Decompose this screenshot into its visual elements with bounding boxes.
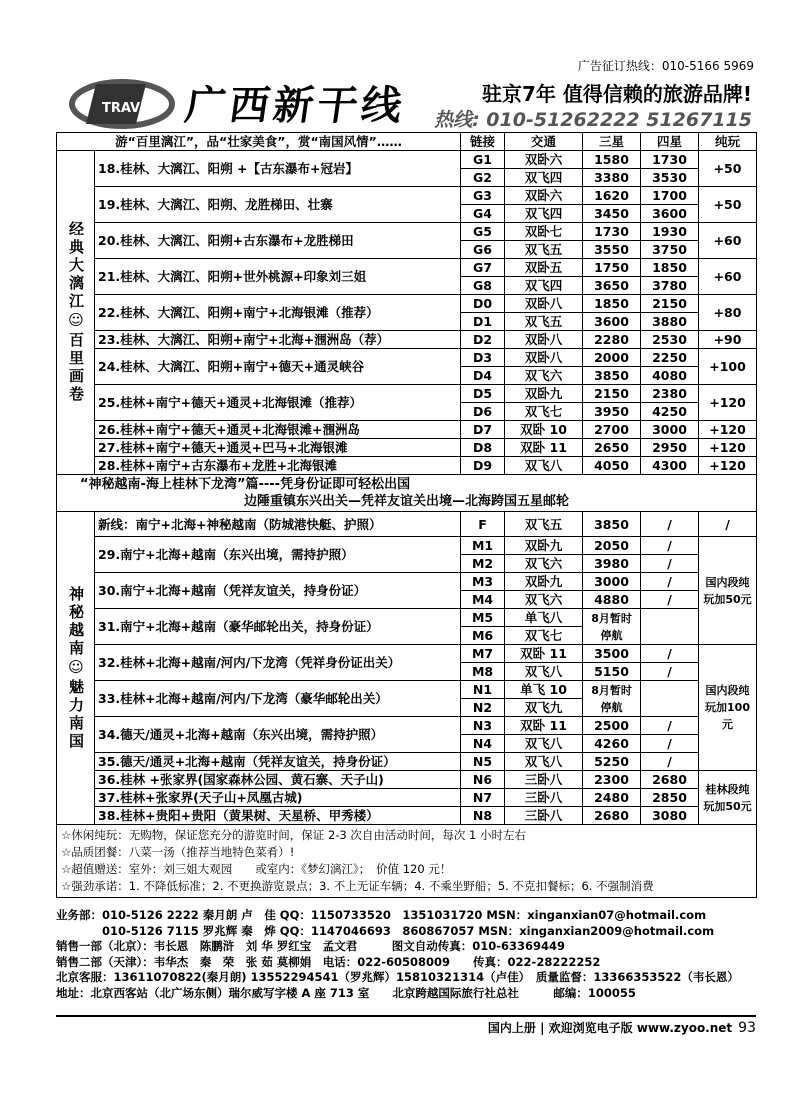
cell: N8 bbox=[461, 807, 505, 825]
route-name: 19.桂林、大漓江、阳朔、龙胜梯田、壮寨 bbox=[95, 187, 461, 223]
price-4star: 2150 bbox=[641, 295, 699, 313]
table-row bbox=[57, 771, 757, 789]
pure-play-extra: +120 bbox=[699, 385, 757, 421]
price-4star: 2250 bbox=[641, 349, 699, 367]
price-4star: 1850 bbox=[641, 259, 699, 277]
price-3star: 3000 bbox=[583, 573, 641, 591]
ad-hotline: 广告征订热线：010-5166 5969 bbox=[577, 59, 754, 73]
logo-text: TRAVEL bbox=[102, 101, 158, 116]
banner-row bbox=[57, 475, 757, 512]
price-4star: / bbox=[641, 573, 699, 591]
price-4star bbox=[641, 609, 699, 645]
price-3star: 3600 bbox=[583, 313, 641, 331]
route-code: M1 bbox=[461, 537, 505, 555]
cell: 三卧八 bbox=[505, 789, 583, 807]
price-4star: 3000 bbox=[641, 421, 699, 439]
price-3star: 4260 bbox=[583, 735, 641, 753]
route-name: 27.桂林+南宁+德天+通灵+巴马+北海银滩 bbox=[95, 439, 461, 457]
contact-line: 010-5126 7115 罗兆辉 秦 烨 QQ：1147046693 860867057 MSN：xinganxian2009@hotmail.com bbox=[56, 923, 715, 938]
price-4star: 3600 bbox=[641, 205, 699, 223]
note-line: ☆强劲承诺：1. 不降低标准；2. 不更换游览景点；3. 不上无证车辆；4. 不乘坐野船；5. 不克扣餐标；6. 不强制消费 bbox=[61, 879, 654, 893]
price-4star: / bbox=[641, 645, 699, 663]
page-footer bbox=[56, 1015, 756, 1036]
transport: 双飞八 bbox=[505, 735, 583, 753]
transport: 双卧 11 bbox=[505, 717, 583, 735]
cell: 三卧八 bbox=[505, 807, 583, 825]
cell: / bbox=[699, 512, 757, 537]
table-row bbox=[57, 439, 757, 457]
column-header: 纯玩 bbox=[699, 133, 757, 151]
cell: F bbox=[461, 512, 505, 537]
table-row bbox=[57, 717, 757, 735]
transport: 双卧 11 bbox=[505, 645, 583, 663]
price-4star: / bbox=[641, 537, 699, 555]
price-4star: / bbox=[641, 753, 699, 771]
brand-logo bbox=[66, 74, 178, 130]
transport: 双卧 10 bbox=[505, 421, 583, 439]
route-code: M3 bbox=[461, 573, 505, 591]
transport: 双飞四 bbox=[505, 169, 583, 187]
intro-text: 游“百里漓江”，品“壮家美食”，赏“南国风情”…… bbox=[57, 133, 461, 151]
cell: 3850 bbox=[583, 512, 641, 537]
section-label: 神秘越南☺魅力南国 bbox=[57, 512, 95, 825]
notes-row bbox=[57, 825, 757, 898]
cell: 2300 bbox=[583, 771, 641, 789]
brand-hotline: 热线: 010-51262222 51267115 bbox=[434, 109, 752, 131]
suspend-note: 8月暂时停航 bbox=[583, 681, 641, 717]
column-header: 三星 bbox=[583, 133, 641, 151]
price-4star: 4300 bbox=[641, 457, 699, 475]
price-3star: 1850 bbox=[583, 295, 641, 313]
transport: 双飞八 bbox=[505, 457, 583, 475]
transport: 双飞九 bbox=[505, 699, 583, 717]
table-row bbox=[57, 223, 757, 241]
price-4star: / bbox=[641, 663, 699, 681]
pure-play-extra: +80 bbox=[699, 295, 757, 331]
table-row bbox=[57, 259, 757, 277]
price-3star: 1580 bbox=[583, 151, 641, 169]
table-row bbox=[57, 807, 757, 825]
route-code: G6 bbox=[461, 241, 505, 259]
price-4star: 3880 bbox=[641, 313, 699, 331]
route-name: 24.桂林、大漓江、阳朔+南宁+德天+通灵峡谷 bbox=[95, 349, 461, 385]
transport: 双卧八 bbox=[505, 349, 583, 367]
price-3star: 5250 bbox=[583, 753, 641, 771]
transport: 单飞 10 bbox=[505, 681, 583, 699]
route-code: M4 bbox=[461, 591, 505, 609]
route-code: D4 bbox=[461, 367, 505, 385]
route-code: M6 bbox=[461, 627, 505, 645]
transport: 双飞六 bbox=[505, 367, 583, 385]
price-3star: 4050 bbox=[583, 457, 641, 475]
table-row bbox=[57, 331, 757, 349]
table-row bbox=[57, 609, 757, 627]
cell: / bbox=[641, 512, 699, 537]
table-row bbox=[57, 385, 757, 403]
header bbox=[58, 72, 752, 130]
pure-play-extra: +120 bbox=[699, 421, 757, 439]
transport: 双卧九 bbox=[505, 537, 583, 555]
route-name: 30.南宁+北海+越南（凭祥友谊关，持身份证） bbox=[95, 573, 461, 609]
contact-info bbox=[56, 908, 756, 1001]
route-name: 37.桂林+张家界(天子山+凤凰古城) bbox=[95, 789, 461, 807]
contact-line: 销售一部（北京）：韦长恩 陈鹏浒 刘 华 罗红宝 孟文君 图文自动传真：010-63369449 bbox=[56, 939, 566, 953]
price-3star: 3450 bbox=[583, 205, 641, 223]
table-row bbox=[57, 457, 757, 475]
route-code: G5 bbox=[461, 223, 505, 241]
pure-play-extra: +120 bbox=[699, 457, 757, 475]
pure-play-extra: +50 bbox=[699, 187, 757, 223]
vietnam-banner bbox=[57, 475, 757, 512]
table-row bbox=[57, 151, 757, 169]
table-row bbox=[57, 295, 757, 313]
route-code: N1 bbox=[461, 681, 505, 699]
route-code: M8 bbox=[461, 663, 505, 681]
transport: 单飞八 bbox=[505, 609, 583, 627]
table-row bbox=[57, 512, 757, 537]
table-row bbox=[57, 187, 757, 205]
price-4star: 1730 bbox=[641, 151, 699, 169]
price-3star: 4880 bbox=[583, 591, 641, 609]
route-code: D1 bbox=[461, 313, 505, 331]
route-code: G4 bbox=[461, 205, 505, 223]
transport: 双飞六 bbox=[505, 591, 583, 609]
route-code: G8 bbox=[461, 277, 505, 295]
guilin-note: 桂林段纯玩加50元 bbox=[699, 771, 757, 825]
table-row bbox=[57, 789, 757, 807]
price-4star: 2530 bbox=[641, 331, 699, 349]
route-name: 20.桂林、大漓江、阳朔+古东瀑布+龙胜梯田 bbox=[95, 223, 461, 259]
transport: 双飞五 bbox=[505, 313, 583, 331]
route-code: D2 bbox=[461, 331, 505, 349]
route-code: D9 bbox=[461, 457, 505, 475]
notes bbox=[57, 825, 757, 898]
table-row bbox=[57, 349, 757, 367]
route-name: 23.桂林、大漓江、阳朔+南宁+北海+涠洲岛（荐） bbox=[95, 331, 461, 349]
price-3star: 2280 bbox=[583, 331, 641, 349]
table-row bbox=[57, 573, 757, 591]
price-4star: / bbox=[641, 555, 699, 573]
price-3star: 2150 bbox=[583, 385, 641, 403]
price-3star: 2700 bbox=[583, 421, 641, 439]
route-name: 35.德天/通灵+北海+越南（凭祥友谊关，持身份证） bbox=[95, 753, 461, 771]
route-name: 22.桂林、大漓江、阳朔+南宁+北海银滩（推荐） bbox=[95, 295, 461, 331]
route-name: 36.桂林 +张家界(国家森林公园、黄石寨、天子山) bbox=[95, 771, 461, 789]
route-name: 34.德天/通灵+北海+越南（东兴出境，需持护照） bbox=[95, 717, 461, 753]
price-4star: 4080 bbox=[641, 367, 699, 385]
route-code: N4 bbox=[461, 735, 505, 753]
price-3star: 2000 bbox=[583, 349, 641, 367]
cell: N6 bbox=[461, 771, 505, 789]
price-3star: 3550 bbox=[583, 241, 641, 259]
cell: 2680 bbox=[641, 771, 699, 789]
transport: 双飞八 bbox=[505, 753, 583, 771]
price-4star: 3750 bbox=[641, 241, 699, 259]
route-name: 26.桂林+南宁+德天+通灵+北海银滩+涠洲岛 bbox=[95, 421, 461, 439]
cell: N7 bbox=[461, 789, 505, 807]
price-3star: 2050 bbox=[583, 537, 641, 555]
price-4star bbox=[641, 681, 699, 717]
cell: 2850 bbox=[641, 789, 699, 807]
banner-line: 边陲重镇东兴出关—凭祥友谊关出境—北海跨国五星邮轮 bbox=[244, 494, 570, 509]
route-code: N5 bbox=[461, 753, 505, 771]
price-3star: 3980 bbox=[583, 555, 641, 573]
route-code: D3 bbox=[461, 349, 505, 367]
transport: 双飞七 bbox=[505, 403, 583, 421]
transport: 双卧六 bbox=[505, 187, 583, 205]
table-row bbox=[57, 537, 757, 555]
route-code: D7 bbox=[461, 421, 505, 439]
table-row bbox=[57, 753, 757, 771]
price-4star: 2950 bbox=[641, 439, 699, 457]
transport: 双卧九 bbox=[505, 573, 583, 591]
route-name: 29.南宁+北海+越南（东兴出境，需持护照） bbox=[95, 537, 461, 573]
contact-line: 销售二部（天津）：韦华杰 秦 荣 张 茹 莫柳娟 电话：022-60508009 传真：022-28222252 bbox=[56, 954, 601, 969]
price-4star: 4250 bbox=[641, 403, 699, 421]
cell: 三卧八 bbox=[505, 771, 583, 789]
transport: 双飞七 bbox=[505, 627, 583, 645]
price-3star: 3380 bbox=[583, 169, 641, 187]
price-4star: / bbox=[641, 735, 699, 753]
note-line: ☆超值赠送：室外：刘三姐大观园 或室内：《梦幻漓江》； 价值 120 元！ bbox=[61, 862, 452, 876]
transport: 双飞八 bbox=[505, 663, 583, 681]
contact-line: 业务部：010-5126 2222 秦月朗 卢 佳 QQ：1150733520 1351031720 MSN：xinganxian07@hotmail.com bbox=[56, 908, 707, 922]
transport: 双飞四 bbox=[505, 205, 583, 223]
pure-play-extra: +50 bbox=[699, 151, 757, 187]
route-code: D5 bbox=[461, 385, 505, 403]
price-4star: 1930 bbox=[641, 223, 699, 241]
transport: 双飞四 bbox=[505, 277, 583, 295]
price-table bbox=[56, 132, 757, 898]
price-3star: 2650 bbox=[583, 439, 641, 457]
price-3star: 1730 bbox=[583, 223, 641, 241]
domestic-note: 国内段纯玩加50元 bbox=[699, 537, 757, 645]
cell: 2680 bbox=[583, 807, 641, 825]
route-code: G1 bbox=[461, 151, 505, 169]
route-name: 21.桂林、大漓江、阳朔+世外桃源+印象刘三姐 bbox=[95, 259, 461, 295]
cell: 2480 bbox=[583, 789, 641, 807]
note-line: ☆休闲纯玩：无购物，保证您充分的游览时间，保证 2-3 次自由活动时间，每次 1 小时左右 bbox=[61, 828, 527, 842]
route-name: 18.桂林、大漓江、阳朔 +【古东瀑布+冠岩】 bbox=[95, 151, 461, 187]
banner-line: “神秘越南-海上桂林下龙湾”篇----凭身份证即可轻松出国 bbox=[80, 477, 411, 492]
route-code: D8 bbox=[461, 439, 505, 457]
route-code: M5 bbox=[461, 609, 505, 627]
transport: 双卧七 bbox=[505, 223, 583, 241]
column-header: 交通 bbox=[505, 133, 583, 151]
route-name: 32.桂林+北海+越南/河内/下龙湾（凭祥身份证出关） bbox=[95, 645, 461, 681]
footer-text: 国内上册 | 欢迎浏览电子版 www.zyoo.net bbox=[487, 1021, 733, 1035]
brand-name: 广西新干线 bbox=[182, 82, 409, 129]
pure-play-extra: +60 bbox=[699, 223, 757, 259]
price-4star: / bbox=[641, 591, 699, 609]
table-row bbox=[57, 421, 757, 439]
transport: 双卧 11 bbox=[505, 439, 583, 457]
section-label: 经典大漓江☺百里画卷 bbox=[57, 151, 95, 475]
price-3star: 2500 bbox=[583, 717, 641, 735]
cell: 3080 bbox=[641, 807, 699, 825]
route-code: D6 bbox=[461, 403, 505, 421]
route-code: G2 bbox=[461, 169, 505, 187]
transport: 双卧八 bbox=[505, 295, 583, 313]
route-name: 新线：南宁+北海+神秘越南（防城港快艇、护照） bbox=[95, 512, 461, 537]
transport: 双卧九 bbox=[505, 385, 583, 403]
price-3star: 3650 bbox=[583, 277, 641, 295]
pure-play-extra: +90 bbox=[699, 331, 757, 349]
price-3star: 3500 bbox=[583, 645, 641, 663]
route-name: 33.桂林+北海+越南/河内/下龙湾（豪华邮轮出关） bbox=[95, 681, 461, 717]
pure-play-extra: +60 bbox=[699, 259, 757, 295]
table-row bbox=[57, 645, 757, 663]
route-code: N2 bbox=[461, 699, 505, 717]
table-row bbox=[57, 681, 757, 699]
route-code: N3 bbox=[461, 717, 505, 735]
suspend-note: 8月暂时停航 bbox=[583, 609, 641, 645]
page-number: 93 bbox=[738, 1020, 756, 1036]
route-name: 38.桂林+贵阳+贵阳（黄果树、天星桥、甲秀楼） bbox=[95, 807, 461, 825]
transport: 双卧六 bbox=[505, 151, 583, 169]
transport: 双卧八 bbox=[505, 331, 583, 349]
price-3star: 3850 bbox=[583, 367, 641, 385]
route-name: 31.南宁+北海+越南（豪华邮轮出关，持身份证） bbox=[95, 609, 461, 645]
price-4star: 2380 bbox=[641, 385, 699, 403]
transport: 双卧五 bbox=[505, 259, 583, 277]
route-code: M2 bbox=[461, 555, 505, 573]
price-3star: 1620 bbox=[583, 187, 641, 205]
route-code: M7 bbox=[461, 645, 505, 663]
route-code: G7 bbox=[461, 259, 505, 277]
price-3star: 3950 bbox=[583, 403, 641, 421]
contact-line: 地址：北京西客站（北广场东侧）瑞尔威写字楼 A 座 713 室 北京跨越国际旅行社总社 邮编：100055 bbox=[56, 985, 636, 1000]
pure-play-extra: +120 bbox=[699, 439, 757, 457]
price-3star: 1750 bbox=[583, 259, 641, 277]
header-row bbox=[57, 133, 757, 151]
transport: 双飞六 bbox=[505, 555, 583, 573]
route-name: 28.桂林+南宁+古东瀑布+龙胜+北海银滩 bbox=[95, 457, 461, 475]
pure-play-extra: +100 bbox=[699, 349, 757, 385]
column-header: 链接 bbox=[461, 133, 505, 151]
transport: 双飞五 bbox=[505, 241, 583, 259]
contact-line: 北京客服：13611070822(秦月朗) 13552294541（罗兆辉）15810321314（卢佳） 质量监督：13366353522（韦长恩） bbox=[56, 970, 739, 984]
price-4star: / bbox=[641, 717, 699, 735]
brand-slogan: 驻京7年 值得信赖的旅游品牌! bbox=[482, 82, 752, 106]
note-line: ☆品质团餐：八菜一汤（推荐当地特色菜肴）! bbox=[61, 845, 295, 859]
price-3star: 5150 bbox=[583, 663, 641, 681]
route-name: 25.桂林+南宁+德天+通灵+北海银滩（推荐） bbox=[95, 385, 461, 421]
price-4star: 3780 bbox=[641, 277, 699, 295]
route-code: G3 bbox=[461, 187, 505, 205]
column-header: 四星 bbox=[641, 133, 699, 151]
price-4star: 1700 bbox=[641, 187, 699, 205]
cell: 双飞五 bbox=[505, 512, 583, 537]
route-code: D0 bbox=[461, 295, 505, 313]
price-4star: 3530 bbox=[641, 169, 699, 187]
domestic-note: 国内段纯玩加100元 bbox=[699, 645, 757, 771]
